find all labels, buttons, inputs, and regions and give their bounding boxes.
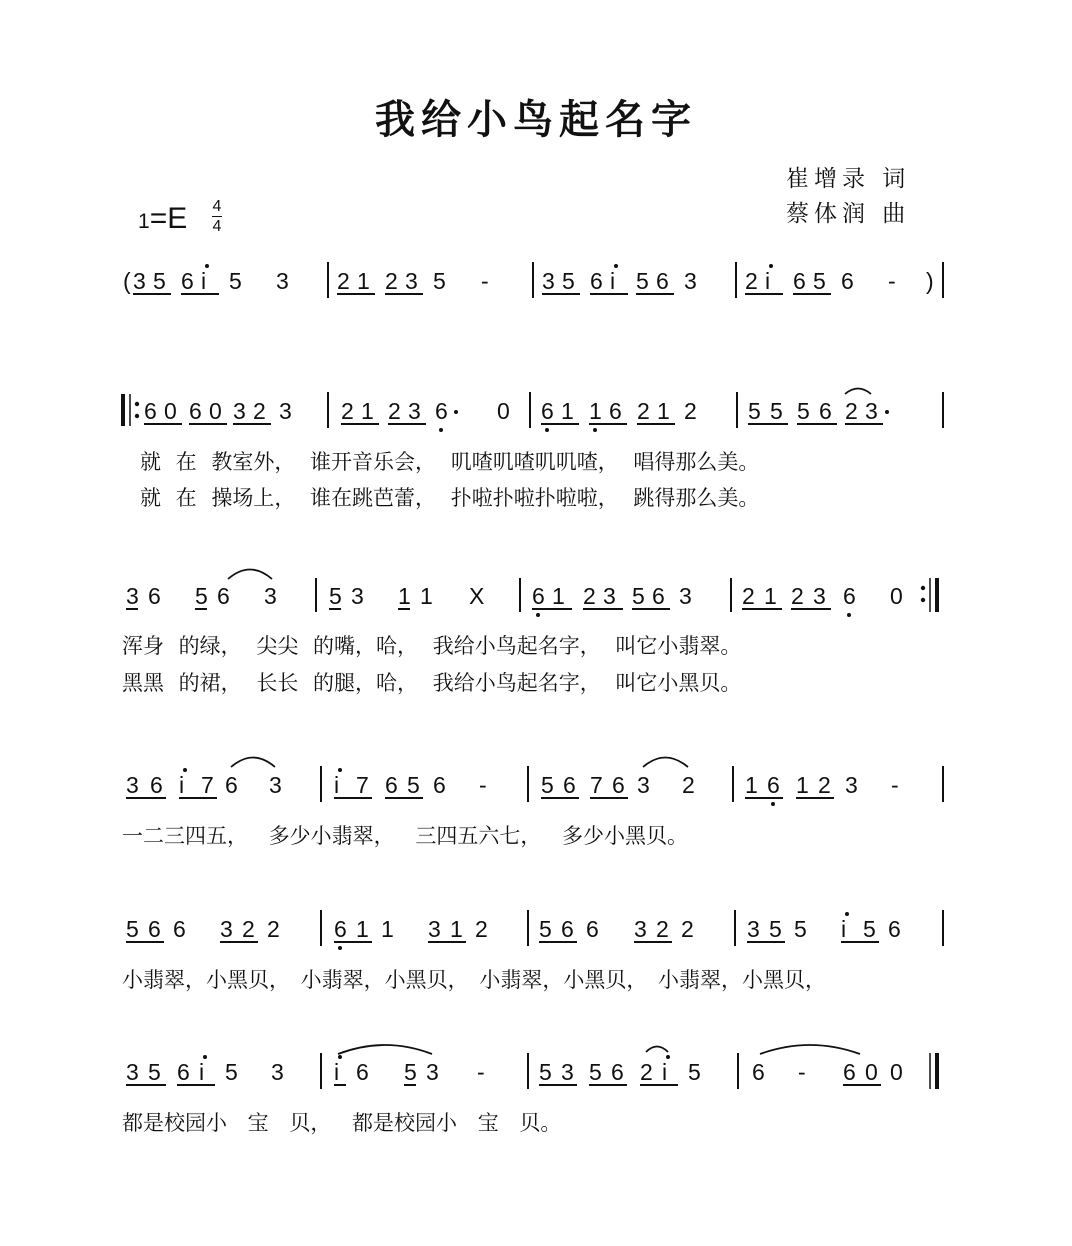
note: 2: [341, 398, 354, 424]
song-title: 我给小鸟起名字: [375, 96, 697, 143]
note: 6: [652, 583, 665, 609]
note: i: [199, 1059, 205, 1085]
note: 6: [752, 1059, 765, 1085]
note: 3: [561, 1059, 574, 1085]
note: 6: [590, 268, 603, 294]
note: 0: [209, 398, 222, 424]
note: 5: [562, 268, 575, 294]
note: 3: [351, 583, 364, 609]
note: 6: [150, 772, 163, 798]
note: i: [334, 1059, 340, 1085]
time-signature-bottom: 4: [212, 218, 222, 235]
note: 3: [426, 1059, 439, 1085]
note: 6: [225, 772, 238, 798]
note: 6: [144, 398, 157, 424]
note: 2: [656, 916, 669, 942]
note: 2: [385, 268, 398, 294]
note: 5: [539, 1059, 552, 1085]
note: 2: [475, 916, 488, 942]
note: 0: [164, 398, 177, 424]
note: 3: [603, 583, 616, 609]
note: 2: [640, 1059, 653, 1085]
note: 2: [681, 916, 694, 942]
note: 6: [177, 1059, 190, 1085]
note: 1: [356, 916, 369, 942]
lyrics-row2-verse2: 就 在 操场上， 谁在跳芭蕾， 扑啦扑啦扑啦啦， 跳得那么美。: [140, 486, 760, 510]
note: 3: [405, 268, 418, 294]
note: 3: [276, 268, 289, 294]
note: 3: [865, 398, 878, 424]
note: 1: [589, 398, 602, 424]
note: 2: [818, 772, 831, 798]
note: i: [334, 772, 340, 798]
note: 1: [657, 398, 670, 424]
note: 2: [253, 398, 266, 424]
note: 6: [841, 268, 854, 294]
note: 5: [541, 772, 554, 798]
note: i: [201, 268, 207, 294]
note: 3: [813, 583, 826, 609]
note: 5: [770, 398, 783, 424]
note: 6: [586, 916, 599, 942]
note: 2: [637, 398, 650, 424]
note: 6: [217, 583, 230, 609]
note: 5: [195, 583, 208, 609]
note: 0: [890, 1059, 903, 1085]
note: 6: [334, 916, 347, 942]
note: 6: [611, 1059, 624, 1085]
note: 3: [126, 1059, 139, 1085]
lyrics-row6: 都是校园小 宝 贝， 都是校园小 宝 贝。: [122, 1111, 562, 1135]
note: 1: [796, 772, 809, 798]
note: 1: [381, 916, 394, 942]
note: 5: [797, 398, 810, 424]
notation-row-5: [126, 910, 943, 950]
note: 5: [329, 583, 342, 609]
lyrics-row3-verse1: 浑身 的绿， 尖尖 的嘴，哈， 我给小鸟起名字， 叫它小翡翠。: [122, 634, 742, 658]
time-signature-top: 4: [212, 198, 222, 215]
note: 6: [819, 398, 832, 424]
note: 6: [563, 772, 576, 798]
note: 0: [890, 583, 903, 609]
note: 3: [126, 772, 139, 798]
note: 7: [201, 772, 214, 798]
note: 2: [267, 916, 280, 942]
note: 6: [532, 583, 545, 609]
lyrics-row2-verse1: 就 在 教室外， 谁开音乐会， 叽喳叽喳叽叽喳， 唱得那么美。: [140, 450, 760, 474]
note: 1: [450, 916, 463, 942]
note: 0: [497, 398, 510, 424]
note: 6: [843, 583, 856, 609]
note: 5: [148, 1059, 161, 1085]
note: 5: [813, 268, 826, 294]
note: 6: [561, 916, 574, 942]
dash: -: [798, 1059, 806, 1085]
note: 3: [428, 916, 441, 942]
note: 3: [220, 916, 233, 942]
note: 6: [385, 772, 398, 798]
key-do: 1: [138, 210, 150, 233]
note: 3: [269, 772, 282, 798]
note: 6: [148, 916, 161, 942]
note: 6: [793, 268, 806, 294]
note: i: [179, 772, 185, 798]
note: 6: [541, 398, 554, 424]
note: 5: [225, 1059, 238, 1085]
note: 6: [181, 268, 194, 294]
note: i: [610, 268, 616, 294]
note: 5: [636, 268, 649, 294]
note: 2: [388, 398, 401, 424]
dash: -: [477, 1059, 485, 1085]
note: 3: [637, 772, 650, 798]
dash: -: [888, 268, 896, 294]
note: 6: [888, 916, 901, 942]
notation-row-3: [126, 570, 937, 618]
note: 1: [764, 583, 777, 609]
note-x: X: [469, 583, 485, 609]
note: 6: [609, 398, 622, 424]
note: 5: [229, 268, 242, 294]
note: 3: [279, 398, 292, 424]
note: 5: [748, 398, 761, 424]
note: 2: [583, 583, 596, 609]
note: 3: [845, 772, 858, 798]
lyrics-row4: 一二三四五， 多少小翡翠， 三四五六七， 多少小黑贝。: [122, 824, 689, 848]
note: 6: [148, 583, 161, 609]
note: i: [841, 916, 847, 942]
note: 5: [863, 916, 876, 942]
note: 1: [561, 398, 574, 424]
note: 3: [126, 583, 139, 609]
note: 2: [337, 268, 350, 294]
note: 2: [242, 916, 255, 942]
note: 1: [745, 772, 758, 798]
note: 3: [408, 398, 421, 424]
dash: -: [479, 772, 487, 798]
paren-close: ): [926, 268, 934, 294]
note: 0: [865, 1059, 878, 1085]
note: 5: [407, 772, 420, 798]
note: 2: [684, 398, 697, 424]
paren-open: (: [123, 268, 131, 294]
note: 5: [589, 1059, 602, 1085]
note: 2: [845, 398, 858, 424]
note: 6: [173, 916, 186, 942]
note: 5: [769, 916, 782, 942]
key-equals-e: =E: [149, 202, 188, 235]
dash: -: [481, 268, 489, 294]
note: 3: [679, 583, 692, 609]
note: 6: [189, 398, 202, 424]
note: 6: [356, 1059, 369, 1085]
note: 6: [433, 772, 446, 798]
note: 1: [361, 398, 374, 424]
notation-row-6: [126, 1045, 937, 1089]
note: 3: [264, 583, 277, 609]
note: 1: [420, 583, 433, 609]
notation-row-2: [123, 389, 943, 433]
note: 5: [433, 268, 446, 294]
note: 7: [356, 772, 369, 798]
note: 3: [233, 398, 246, 424]
note: 3: [133, 268, 146, 294]
note: 3: [684, 268, 697, 294]
note: 2: [682, 772, 695, 798]
notation-row-1: [123, 262, 943, 298]
note: 3: [271, 1059, 284, 1085]
lyrics-row5: 小翡翠，小黑贝， 小翡翠，小黑贝， 小翡翠，小黑贝， 小翡翠，小黑贝，: [122, 968, 827, 992]
note: 3: [747, 916, 760, 942]
note: 6: [767, 772, 780, 798]
note: 5: [688, 1059, 701, 1085]
note: 2: [791, 583, 804, 609]
note: 5: [126, 916, 139, 942]
note: 3: [634, 916, 647, 942]
note: 7: [590, 772, 603, 798]
note: 1: [552, 583, 565, 609]
note: 2: [742, 583, 755, 609]
dash: -: [891, 772, 899, 798]
lyricist-credit: 崔增录 词: [786, 166, 911, 192]
note: 5: [539, 916, 552, 942]
lyrics-row3-verse2: 黑黑 的裙， 长长 的腿，哈， 我给小鸟起名字， 叫它小黑贝。: [122, 671, 742, 695]
note: 6: [656, 268, 669, 294]
note: 1: [357, 268, 370, 294]
note: 1: [398, 583, 411, 609]
note: 5: [794, 916, 807, 942]
note: 5: [404, 1059, 417, 1085]
note: 6: [612, 772, 625, 798]
note: 2: [745, 268, 758, 294]
note: 6: [843, 1059, 856, 1085]
note: i: [765, 268, 771, 294]
note: 3: [542, 268, 555, 294]
note: 6: [435, 398, 448, 424]
note: 5: [632, 583, 645, 609]
notation-row-4: [126, 758, 943, 807]
note: i: [662, 1059, 668, 1085]
note: 5: [153, 268, 166, 294]
composer-credit: 蔡体润 曲: [786, 201, 911, 227]
